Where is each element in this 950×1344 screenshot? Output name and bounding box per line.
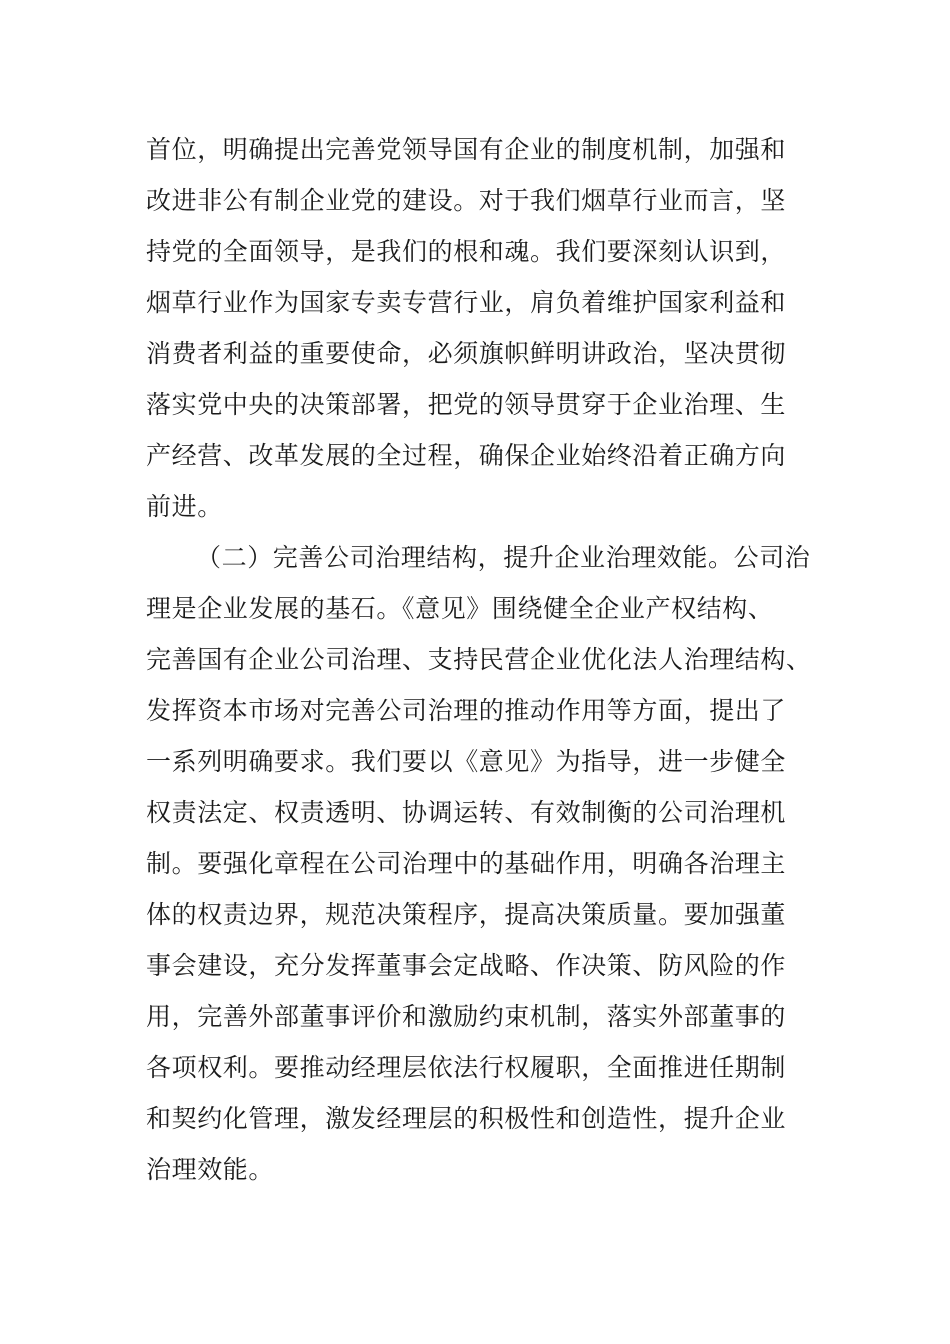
text-line: 消费者利益的重要使命，必须旗帜鲜明讲政治，坚决贯彻 — [146, 339, 787, 368]
text-line: 落实党中央的决策部署，把党的领导贯穿于企业治理、生 — [146, 390, 787, 419]
text-line: 发挥资本市场对完善公司治理的推动作用等方面，提出了 — [146, 696, 787, 725]
text-line: 完善国有企业公司治理、支持民营企业优化法人治理结构、 — [146, 645, 812, 674]
text-line: 事会建设，充分发挥董事会定战略、作决策、防风险的作 — [146, 951, 787, 980]
text-line: 权责法定、权责透明、协调运转、有效制衡的公司治理机 — [146, 798, 787, 827]
text-line: 各项权利。要推动经理层依法行权履职，全面推进任期制 — [146, 1053, 787, 1082]
text-line: 和契约化管理，激发经理层的积极性和创造性，提升企业 — [146, 1104, 787, 1133]
text-line: 前进。 — [146, 492, 223, 521]
text-line: 用，完善外部董事评价和激励约束机制，落实外部董事的 — [146, 1002, 787, 1031]
text-line: 首位，明确提出完善党领导国有企业的制度机制，加强和 — [146, 135, 787, 164]
text-line: 烟草行业作为国家专卖专营行业，肩负着维护国家利益和 — [146, 288, 787, 317]
text-line: 一系列明确要求。我们要以《意见》为指导，进一步健全 — [146, 747, 787, 776]
text-line: 制。要强化章程在公司治理中的基础作用，明确各治理主 — [146, 849, 787, 878]
text-line: 持党的全面领导，是我们的根和魂。我们要深刻认识到， — [146, 237, 787, 266]
text-line: 产经营、改革发展的全过程，确保企业始终沿着正确方向 — [146, 441, 787, 470]
text-line: 理是企业发展的基石。《意见》围绕健全企业产权结构、 — [146, 594, 774, 623]
text-line: 改进非公有制企业党的建设。对于我们烟草行业而言，坚 — [146, 186, 787, 215]
text-line: 体的权责边界，规范决策程序，提高决策质量。要加强董 — [146, 900, 787, 929]
text-line: 治理效能。 — [146, 1155, 275, 1184]
section-heading-line: （二）完善公司治理结构，提升企业治理效能。公司治 — [196, 543, 811, 572]
